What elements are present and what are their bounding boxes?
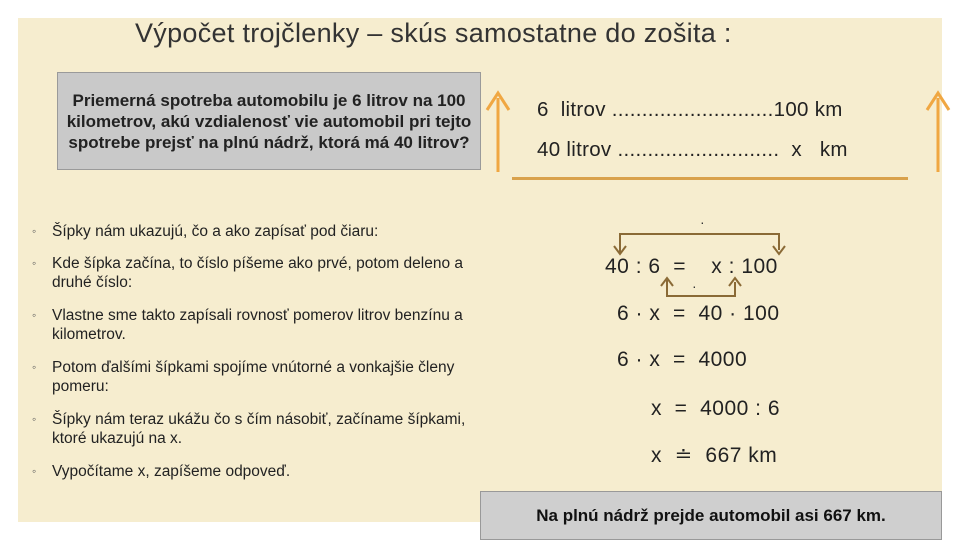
bullet-icon: ◦ (32, 224, 37, 238)
proportion-row-2: 40 litrov ........................... x km (537, 138, 848, 161)
list-item: ◦ Šípky nám teraz ukážu čo s čím násobiť, začíname šípkami, ktoré ukazujú na x. (32, 411, 466, 447)
equation-step-3: 6 · x = 4000 (617, 348, 748, 371)
bullet-icon: ◦ (32, 256, 37, 270)
marker-dot-icon: · (692, 278, 697, 294)
equation-step-4: x = 4000 : 6 (651, 397, 781, 420)
marker-dot-icon: · (700, 214, 705, 230)
list-item: ◦ Vlastne sme takto zapísali rovnosť pomerov litrov benzínu a kilometrov. (32, 307, 463, 343)
bullet-icon: ◦ (32, 412, 37, 426)
problem-statement: Priemerná spotreba automobilu je 6 litrov na 100 kilometrov, akú vzdialenosť vie automobil pri tejto spotrebe prejsť na plnú nádrž, ktorá má 40 litrov? (57, 72, 481, 170)
proportion-row-1: 6 litrov ...........................100 km (537, 98, 843, 121)
list-item: ◦ Vypočítame x, zapíšeme odpoveď. (32, 463, 291, 480)
answer-box: Na plnú nádrž prejde automobil asi 667 km. (480, 491, 942, 540)
list-item: ◦ Potom ďalšími šípkami spojíme vnútorné a vonkajšie členy pomeru: (32, 359, 455, 395)
bullet-icon: ◦ (32, 308, 37, 322)
bullet-icon: ◦ (32, 360, 37, 374)
outer-bracket-arrow-icon (620, 234, 779, 254)
list-item: ◦ Kde šípka začína, to číslo píšeme ako prvé, potom deleno a druhé číslo: (32, 255, 463, 291)
equation-step-5: x ≐ 667 km (651, 444, 778, 467)
equation-step-2: 6 · x = 40 · 100 (617, 302, 780, 325)
equation-step-1: 40 : 6 = x : 100 (605, 255, 778, 278)
bullet-icon: ◦ (32, 464, 37, 478)
slide-title: Výpočet trojčlenky – skús samostatne do zošita : (135, 18, 732, 48)
list-item: ◦ Šípky nám ukazujú, čo a ako zapísať pod čiaru: (32, 223, 379, 240)
inner-bracket-arrow-icon (667, 280, 735, 296)
